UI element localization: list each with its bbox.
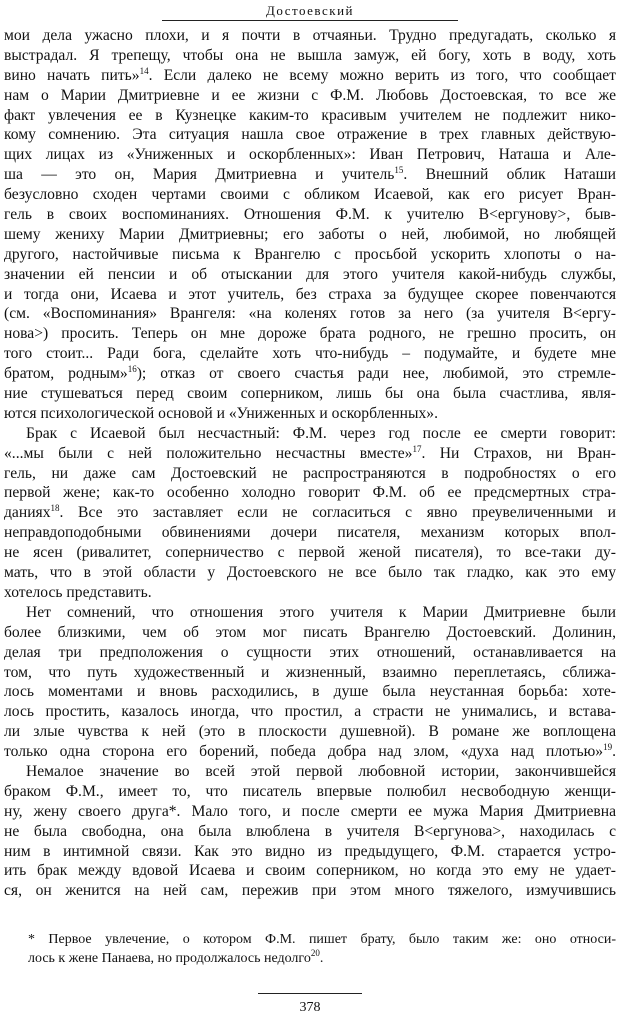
text-segment: первой жене; как-то особенно холодно говорит Ф.М. об ее предсмертных стра-: [4, 484, 616, 502]
text-line: [4, 881, 616, 901]
text-line: [4, 682, 616, 702]
body-text: [4, 26, 616, 901]
text-line: [4, 46, 616, 66]
text-segment: мать, что в этой области у Достоевского не все было так гладко, как это ему: [4, 564, 616, 582]
running-header: Достоевский: [266, 3, 354, 18]
text-line: [4, 404, 616, 424]
text-segment: . Внешний облик Наташи: [403, 166, 616, 184]
text-line: [4, 643, 616, 663]
text-segment: шему жениху Марии Дмитриевны; его заботы о ней, любимой, но любящей: [4, 225, 616, 243]
text-segment: том, что путь художественный и жизненный, взаимно переплетаясь, сближа-: [4, 663, 616, 681]
text-segment: гель, ни даже сам Достоевский не распространяются в подробностях о его: [4, 464, 616, 482]
text-segment: ить брак между вдовой Исаева и своим соперником, но когда это ему не удает-: [4, 862, 616, 880]
text-line: [4, 165, 616, 185]
text-segment: лось моментами и вновь расходились, в душе была неустанная борьба: хоте-: [4, 683, 616, 701]
text-line: [4, 483, 616, 503]
text-line: [4, 702, 616, 722]
text-line: [4, 623, 616, 643]
text-segment: мои дела ужасно плохи, и я почти в отчаяньи. Трудно предугадать, сколько я: [4, 27, 616, 44]
text-line: [4, 563, 616, 583]
page-number: 378: [299, 1000, 321, 1015]
text-line: [4, 424, 616, 444]
text-segment: кому сомнению. Эта ситуация нашла свое отражение в трех главных действую-: [4, 126, 616, 144]
text-line: [4, 722, 616, 742]
text-segment: нова>) просить. Теперь он мне дороже брата родного, не грешно просить, он: [4, 325, 616, 343]
text-line: [4, 324, 616, 344]
text-segment: щих лицах из «Униженных и оскорбленных»: Иван Петрович, Наташа и Але-: [4, 146, 616, 164]
footnote-ref: 18: [50, 503, 60, 514]
text-segment: ние стушеваться перед своим соперником, лишь бы она была счастлива, явля-: [4, 385, 616, 403]
text-line: [4, 106, 616, 126]
text-segment: даниях: [4, 504, 51, 522]
footnote: [4, 930, 616, 968]
text-segment: другого, настойчивые письма к Врангелю с просьбой ускорить хлопоты о на-: [4, 245, 616, 263]
text-line: [4, 603, 616, 623]
text-line: [4, 265, 616, 285]
footnote-ref: 15: [394, 165, 404, 176]
text-line: [4, 503, 616, 523]
text-segment: . Ни Страхов, ни Вран-: [421, 444, 616, 462]
text-line: [4, 742, 616, 762]
text-segment: не ясен (ривалитет, соперничество с первой женой писателя), то все-таки ду-: [4, 544, 616, 562]
text-segment: Немалое значение во всей этой первой любовной истории, закончившейся: [26, 762, 616, 780]
text-segment: ша — это он, Мария Дмитриевна и учитель: [4, 166, 395, 184]
text-line: [4, 125, 616, 145]
text-segment: факт увлечения ее в Кузнецке каким-то красивым учителем не подлежит нико-: [4, 106, 616, 124]
footnote-ref: 19: [603, 742, 613, 753]
text-line: [4, 86, 616, 106]
text-segment: и тогда они, Исаева и этот учитель, без страха за будущее скорее повенчаются: [4, 285, 616, 303]
text-segment: ним в интимной связи. Как это видно из предыдущего, Ф.М. старается устро-: [4, 842, 616, 860]
text-segment: лось простить, казалось иногда, что простил, а страсти не унимались, и встава-: [4, 703, 616, 721]
text-line: [4, 26, 616, 46]
text-segment: ну, жену своего друга*. Мало того, и после смерти ее мужа Мария Дмитриевна: [4, 802, 616, 820]
text-line: [4, 384, 616, 404]
text-segment: Брак с Исаевой был несчастный: Ф.М. через год после ее смерти говорит:: [26, 424, 616, 442]
footer-rule: [258, 993, 362, 994]
footnote-ref: 17: [412, 443, 422, 454]
text-segment: неправдоподобными обвинениями дочери писателя, механизм которых впол-: [4, 524, 616, 542]
text-segment: делая три предположения о сущности этих отношений, останавливается на: [4, 643, 616, 661]
header-rule: [162, 20, 458, 21]
text-line: [4, 583, 616, 603]
text-line: [4, 185, 616, 205]
text-line: [4, 861, 616, 881]
text-line: [4, 285, 616, 305]
text-line: [4, 364, 616, 384]
text-segment: хотелось представить.: [4, 583, 152, 601]
text-line: [4, 225, 616, 245]
text-segment: «...мы были с ней положительно несчастны вместе»: [4, 444, 413, 462]
text-segment: выстрадал. Я трепещу, чтобы она не вышла замуж, ей богу, хоть в воду, хоть: [4, 46, 616, 64]
footnote-line: * Первое увлечение, о котором Ф.М. пишет брату, было таким же: оно относи-: [28, 932, 616, 947]
text-line: [4, 822, 616, 842]
text-segment: нам о Марии Дмитриевне и ее жизни с Ф.М. Любовь Достоевская, то все же: [4, 86, 616, 104]
text-line: [4, 663, 616, 683]
text-line: [4, 344, 616, 364]
text-segment: ); отказ от своего счастья ради нее, любимой, это стремле-: [136, 365, 616, 383]
text-segment: ются психологической основой и «Униженных и оскорбленных».: [4, 404, 438, 422]
footnote-line: [4, 949, 616, 968]
text-line: [4, 842, 616, 862]
text-segment: (см. «Воспоминания» Врангеля: «на коленях готов за него (за учителя В<ергу-: [4, 305, 616, 323]
text-segment: .: [612, 743, 616, 761]
text-line: [4, 543, 616, 563]
text-segment: братом, родным»: [4, 365, 128, 383]
text-segment: только одна сторона его борений, победа добра над злом, «духа над плотью»: [4, 743, 604, 761]
text-segment: .: [319, 951, 324, 966]
footnote-ref: 16: [127, 364, 137, 375]
text-line: [4, 782, 616, 802]
text-line: [4, 444, 616, 464]
text-segment: . Если далеко не всему можно верить из того, что сообщает: [148, 66, 616, 84]
text-segment: Нет сомнений, что отношения этого учителя к Марии Дмитриевне были: [26, 603, 616, 621]
text-segment: значении ей пенсии и об отыскании для этого учителя какой-нибудь службы,: [4, 265, 616, 283]
text-line: [4, 523, 616, 543]
text-segment: ся, он женится на ней сам, пережив при этом много тяжелого, измучившись: [4, 882, 616, 900]
footnote-ref: 20: [310, 948, 320, 958]
text-line: [4, 464, 616, 484]
text-line: [4, 802, 616, 822]
text-line: [4, 205, 616, 225]
text-line: [4, 145, 616, 165]
text-segment: вино начать пить»: [4, 66, 140, 84]
text-line: [4, 304, 616, 324]
text-segment: более близкими, чем об этом мог писать Врангелю Достоевский. Долинин,: [4, 623, 616, 641]
text-segment: безусловно сходен чертами своими с обликом Исаевой, как его рисует Вран-: [4, 186, 616, 204]
footnote-ref: 14: [139, 65, 149, 76]
text-segment: лось к жене Панаева, но продолжалось недолго: [28, 951, 311, 966]
text-line: [4, 66, 616, 86]
text-segment: . Все это заставляет если не согласиться с явно преувеличенными и: [59, 504, 616, 522]
text-segment: гель в своих воспоминаниях. Отношения Ф.М. к учителю В<ергунову>, быв-: [4, 206, 616, 224]
text-segment: того стоит... Ради бога, сделайте хоть что-нибудь – подумайте, и будете мне: [4, 345, 616, 363]
text-segment: браком Ф.М., имеет то, что писатель впервые полюбил несвободную женщи-: [4, 782, 616, 800]
text-line: [4, 245, 616, 265]
text-line: [4, 762, 616, 782]
text-segment: не была свободна, она была влюблена в учителя В<ергунова>, находилась с: [4, 822, 616, 840]
text-segment: ли злые чувства к ней (это в плоскости душевной). В романе же воплощена: [4, 723, 616, 741]
